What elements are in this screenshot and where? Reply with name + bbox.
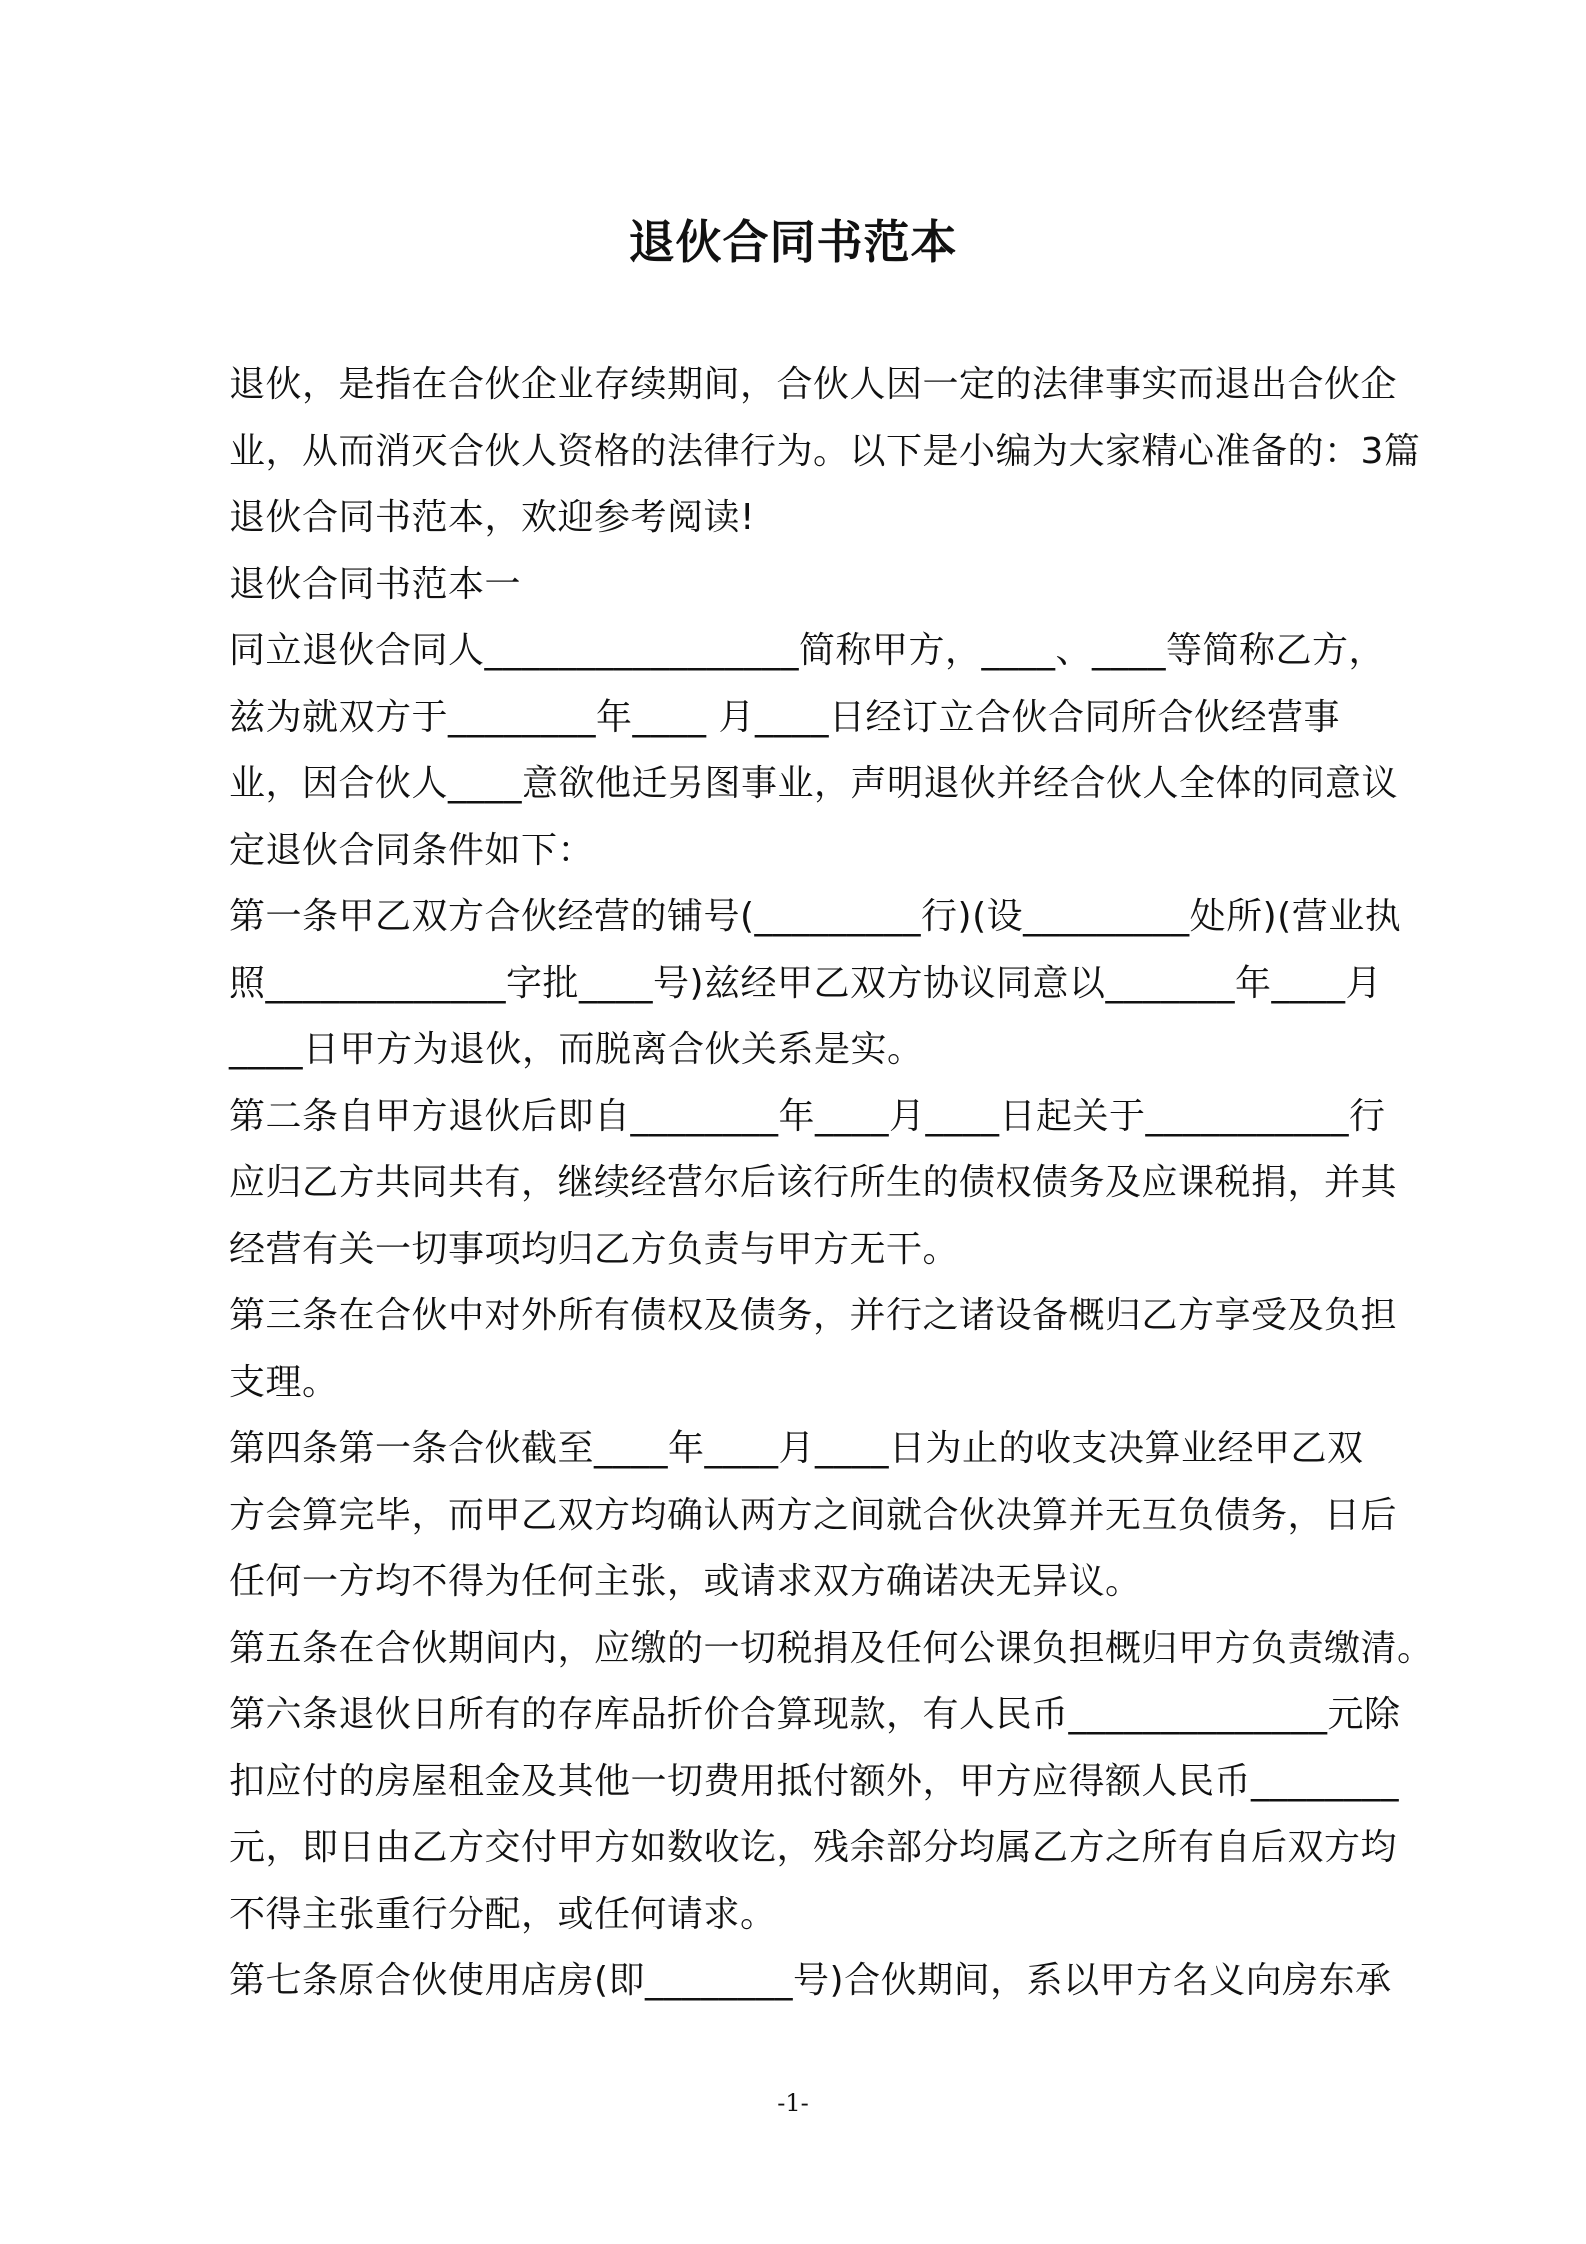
article-line: 元，即日由乙方交付甲方如数收讫，残余部分均属乙方之所有自后双方均 bbox=[229, 1827, 1398, 1868]
body-line: 同立退伙合同人_________________简称甲方，____、____等简称乙方， bbox=[229, 630, 1386, 671]
body-line: 退伙合同书范本，欢迎参考阅读! bbox=[229, 497, 755, 538]
article-line: 第四条第一条合伙截至____年____月____日为止的收支决算业经甲乙双 bbox=[229, 1428, 1364, 1469]
document-body bbox=[229, 352, 1434, 2015]
article-line: 第七条原合伙使用店房(即________号)合伙期间，系以甲方名义向房东承 bbox=[229, 1960, 1392, 2001]
article-line: 第二条自甲方退伙后即自________年____月____日起关于___________行 bbox=[229, 1095, 1386, 1137]
article-line: 第一条甲乙双方合伙经营的铺号(_________行)(设_________处所)(营业执 bbox=[229, 896, 1402, 937]
page-number: -1- bbox=[777, 2089, 809, 2117]
article-line: 第五条在合伙期间内，应缴的一切税捐及任何公课负担概归甲方负责缴清。 bbox=[229, 1627, 1434, 1669]
article-line: 第三条在合伙中对外所有债权及债务，并行之诸设备概归乙方享受及负担 bbox=[229, 1295, 1398, 1336]
article-line: 不得主张重行分配，或任何请求。 bbox=[229, 1893, 777, 1935]
article-line: 经营有关一切事项均归乙方负责与甲方无干。 bbox=[229, 1228, 960, 1270]
article-line: 方会算完毕，而甲乙双方均确认两方之间就合伙决算并无互负债务，日后 bbox=[229, 1494, 1398, 1536]
article-line: 照_____________字批____号)兹经甲乙双方协议同意以_______年____月 bbox=[229, 962, 1383, 1004]
section-heading: 退伙合同书范本一 bbox=[229, 563, 522, 605]
body-line: 兹为就双方于________年____ 月____日经订立合伙合同所合伙经营事 bbox=[229, 696, 1340, 738]
body-line: 业，从而消灭合伙人资格的法律行为。以下是小编为大家精心准备的：3篇 bbox=[229, 430, 1421, 472]
body-line: 退伙，是指在合伙企业存续期间，合伙人因一定的法律事实而退出合伙企 bbox=[229, 364, 1398, 405]
body-line: 定退伙合同条件如下： bbox=[229, 829, 595, 871]
body-line: 业，因合伙人____意欲他迁另图事业，声明退伙并经合伙人全体的同意议 bbox=[229, 763, 1399, 804]
article-line: 支理。 bbox=[229, 1361, 339, 1403]
article-line: 应归乙方共同共有，继续经营尔后该行所生的债权债务及应课税捐，并其 bbox=[229, 1162, 1398, 1203]
article-line: 第六条退伙日所有的存库品折价合算现款，有人民币______________元除 bbox=[229, 1694, 1401, 1735]
document-title: 退伙合同书范本 bbox=[628, 215, 958, 269]
article-line: 扣应付的房屋租金及其他一切费用抵付额外，甲方应得额人民币________ bbox=[229, 1760, 1400, 1802]
article-line: ____日甲方为退伙，而脱离合伙关系是实。 bbox=[229, 1029, 924, 1070]
article-line: 任何一方均不得为任何主张，或请求双方确诺决无异议。 bbox=[229, 1561, 1142, 1602]
